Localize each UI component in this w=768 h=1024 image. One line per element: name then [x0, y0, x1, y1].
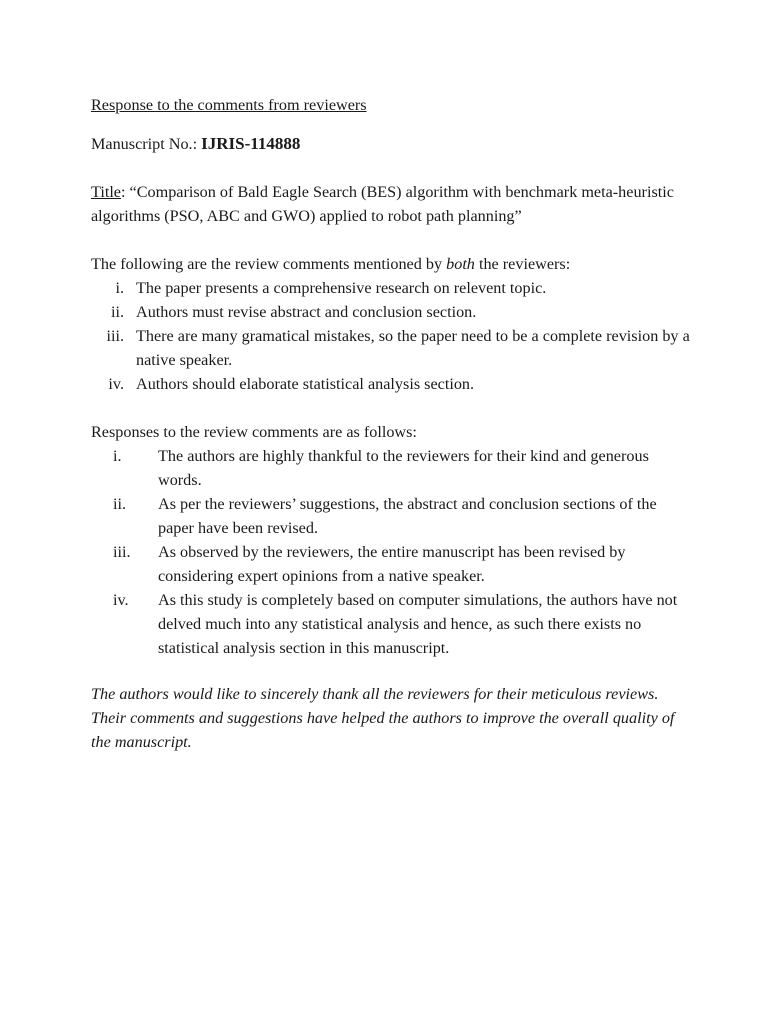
- manuscript-line: [91, 132, 691, 156]
- list-item: [91, 276, 691, 300]
- item-number: iv.: [108, 375, 124, 393]
- intro-text-before: The following are the review comments mentioned by: [91, 255, 447, 273]
- item-text: As per the reviewers’ suggestions, the abstract and conclusion sections of the paper have been revised.: [158, 495, 657, 537]
- title-sep: :: [121, 183, 130, 201]
- list-item: [91, 372, 691, 396]
- list-item: [91, 588, 691, 660]
- item-text: As observed by the reviewers, the entire manuscript has been revised by considering expert opinions from a native speaker.: [158, 543, 626, 585]
- list-item: [91, 492, 691, 540]
- item-number: i.: [115, 279, 124, 297]
- title-text: “Comparison of Bald Eagle Search (BES) algorithm with benchmark meta-heuristic algorithms (PSO, ABC and GWO) applied to robot path planning”: [91, 183, 674, 225]
- manuscript-label: Manuscript No.:: [91, 135, 202, 153]
- manuscript-id: IJRIS-114888: [201, 134, 301, 153]
- reviewer-comments-intro: [91, 252, 691, 276]
- title-paragraph: [91, 180, 691, 228]
- closing-paragraph: The authors would like to sincerely thank all the reviewers for their meticulous reviews. Their comments and suggestions have helped the authors to improve the overall quality of the manuscript.: [91, 685, 675, 751]
- document-heading: [91, 93, 691, 117]
- reviewer-comments-list: [91, 276, 691, 396]
- responses-section: [91, 420, 691, 660]
- list-item: [91, 444, 691, 492]
- list-item: [91, 540, 691, 588]
- responses-list: [91, 444, 691, 660]
- item-text: There are many gramatical mistakes, so the paper need to be a complete revision by a native speaker.: [136, 327, 690, 369]
- item-number: iii.: [113, 543, 131, 561]
- responses-intro: Responses to the review comments are as follows:: [91, 423, 417, 441]
- title-label: Title: [91, 183, 121, 201]
- item-number: i.: [113, 447, 122, 465]
- item-number: ii.: [113, 495, 127, 513]
- list-item: [91, 300, 691, 324]
- intro-text-after: the reviewers:: [474, 255, 571, 273]
- item-number: iv.: [113, 591, 129, 609]
- item-number: ii.: [110, 303, 124, 321]
- item-text: The paper presents a comprehensive research on relevent topic.: [136, 279, 547, 297]
- item-text: Authors should elaborate statistical analysis section.: [136, 375, 475, 393]
- reviewer-comments-section: [91, 252, 691, 396]
- intro-emphasis: both: [446, 255, 475, 273]
- list-item: [91, 324, 691, 372]
- item-text: Authors must revise abstract and conclusion section.: [136, 303, 477, 321]
- item-text: The authors are highly thankful to the reviewers for their kind and generous words.: [158, 447, 649, 489]
- item-text: As this study is completely based on computer simulations, the authors have not delved much into any statistical analysis and hence, as such there exists no statistical analysis section in this manuscript.: [158, 591, 678, 657]
- heading-text: Response to the comments from reviewers: [91, 96, 367, 114]
- item-number: iii.: [106, 327, 124, 345]
